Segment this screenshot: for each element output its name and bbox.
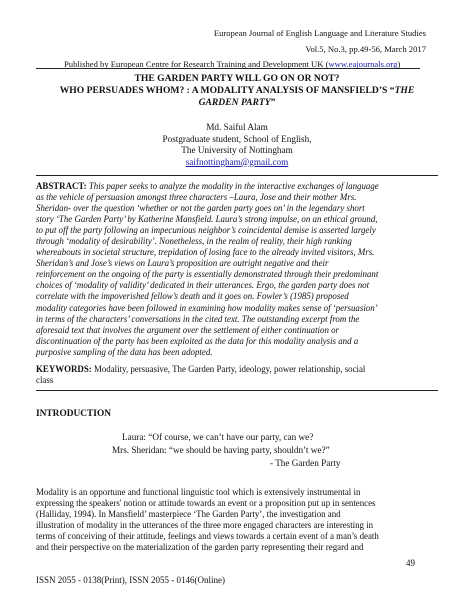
author-block <box>20 122 454 168</box>
keywords-rule <box>36 390 438 391</box>
title-line-1: THE GARDEN PARTY WILL GO ON OR NOT? <box>134 73 340 84</box>
abstract-line: through ‘modality of desirability’. Nonetheless, in the realm of reality, their high ranking <box>36 236 352 247</box>
author-position: Postgraduate student, School of English, <box>162 133 312 144</box>
epigraph-line-2: Mrs. Sheridan: “we should be having party, shouldn’t we?” <box>112 445 330 455</box>
abstract-line: reinforcement on the ongoing of the party is essentially demonstrated through their predominant <box>36 269 379 280</box>
issn-footer: ISSN 2055 - 0138(Print), ISSN 2055 - 0146(Online) <box>36 575 225 585</box>
title-line-3-text: ” <box>270 97 276 108</box>
body-line: Modality is an opportune and functional linguistic tool which is extensively instrumental in <box>36 487 361 497</box>
keywords-text-cont: class <box>36 375 54 385</box>
abstract-label: ABSTRACT: <box>36 181 87 191</box>
abstract <box>36 181 438 358</box>
abstract-line: in terms of the characters’ conversations in the cited text. The outstanding excerpt from the <box>36 313 360 324</box>
abstract-line: choices of ‘modality of validity’ dedicated in their utterances. Ergo, the garden party does not <box>36 280 370 291</box>
introduction-body <box>36 487 438 553</box>
journal-name: European Journal of English Language and Literature Studies <box>213 28 426 38</box>
author-name: Md. Saiful Alam <box>206 122 268 132</box>
abstract-line: aforesaid text that involves the argument over the settlement of either continuation or <box>36 324 340 335</box>
body-line: illustration of modality in the utterances of the three more engaged characters are interesting in <box>36 520 374 531</box>
volume-info: Vol.5, No.3, pp.49-56, March 2017 <box>305 44 426 54</box>
paper-title <box>20 73 454 109</box>
abstract-line: discontinuation of the party has been exploited as the data for this modality analysis and a <box>36 335 359 346</box>
keywords-text: Modality, persuasive, The Garden Party, ideology, power relationship, social <box>91 364 366 374</box>
body-line: (Halliday, 1994). In Mansfield’ masterpiece ‘The Garden Party’, the investigation and <box>36 509 341 520</box>
abstract-line: correlate with the impoverished fellow’s death and it goes on. Fowler’s (1985) proposed <box>36 291 349 302</box>
abstract-line: purposive sampling of the data has been adopted. <box>36 346 213 357</box>
epigraph-line-1: Laura: “Of course, we can’t have our party, can we? <box>122 432 314 442</box>
keywords <box>36 364 438 386</box>
abstract-line: Sheridan- over the question ‘whether or not the garden party goes on’ in the legendary short <box>36 203 365 214</box>
author-email[interactable]: saifnottingham@gmail.com <box>185 156 289 167</box>
body-line: terms of conceiving of their attitude, feelings and views towards a certain event of a man’s death <box>36 531 379 542</box>
abstract-line: as the vehicle of persuasion amongst three characters –Laura, Jose and their mother Mrs. <box>36 192 357 203</box>
page-number: 49 <box>406 558 415 568</box>
abstract-line: This paper seeks to analyze the modality in the interactive exchanges of language <box>86 181 379 191</box>
abstract-line: modality categories have been followed in examining how modality makes sense of ‘persuasion’ <box>36 302 378 313</box>
author-institution: The University of Nottingham <box>181 145 293 155</box>
publisher-text: Published by European Centre for Research Training and Development UK ( <box>64 59 329 69</box>
publisher-suffix: ) <box>397 59 401 69</box>
keywords-label: KEYWORDS: <box>36 364 92 374</box>
title-line-3-italic: GARDEN PARTY <box>198 97 271 108</box>
abstract-top-rule <box>36 175 438 176</box>
abstract-line: story ‘The Garden Party’ by Katherine Mansfield. Laura’s strong impulse, on an ethical ground, <box>36 214 378 225</box>
body-line: and their perspective on the materialization of the garden party representing their regard and <box>36 542 364 553</box>
title-line-2 <box>20 85 454 97</box>
title-line-2-italic: THE <box>394 85 415 96</box>
title-line-3 <box>20 97 454 109</box>
publisher-link[interactable]: www.eajournals.org <box>328 59 398 69</box>
abstract-line: whereabouts in societal structure, trepidation of losing face to the already invited visitors, Mrs. <box>36 247 375 258</box>
epigraph-source: - The Garden Party <box>270 458 341 468</box>
abstract-line: to put off the party following an impecunious neighbor’s coincidental demise is asserted largely <box>36 225 376 236</box>
section-heading-introduction: INTRODUCTION <box>36 409 112 419</box>
body-line: expressing the speakers' notion or attitude towards an event or a proposition put up in sentences <box>36 498 376 509</box>
abstract-line: Sheridan’s and Jose’s views on Laura’s proposition are outright negative and their <box>36 258 329 269</box>
title-line-2-text: WHO PERSUADES WHOM? : A MODALITY ANALYSIS OF MANSFIELD’S “ <box>59 85 395 96</box>
header-rule <box>36 68 420 69</box>
